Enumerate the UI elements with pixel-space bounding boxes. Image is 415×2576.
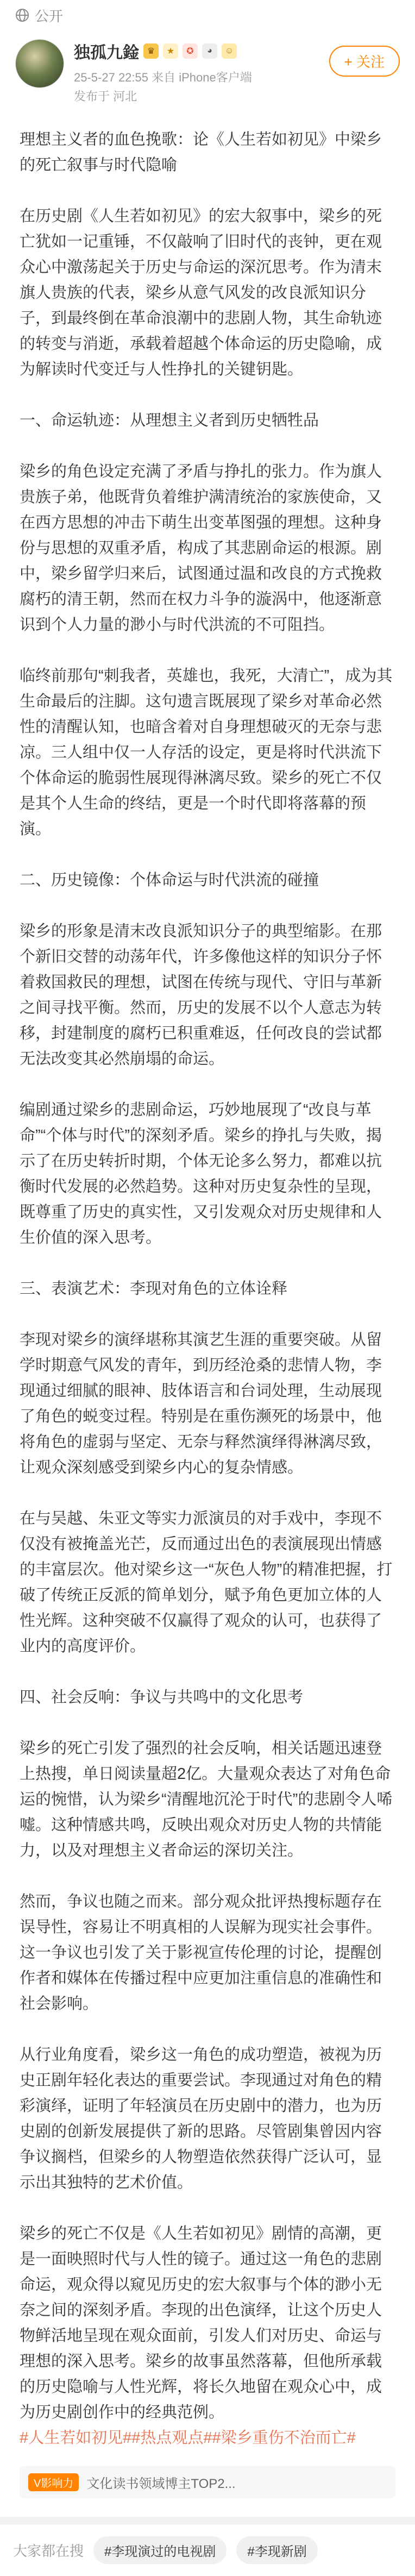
section-heading: 二、历史镜像：个体命运与时代洪流的碰撞 [20, 872, 319, 889]
post-location: 发布于 河北 [74, 90, 137, 103]
recommend-item[interactable]: #李现演过的电视剧 [93, 2536, 227, 2564]
hashtag-link[interactable]: #热点观点# [131, 2429, 212, 2447]
post-paragraph: 梁乡的死亡不仅是《人生若如初见》剧情的高潮，更是一面映照时代与人性的镜子。通过这一角色的悲剧命运，观众得以窥见历史的宏大叙事与个体的渺小无奈之间的深刻矛盾。李现的出色演绎，让这个历史人物鲜活地呈现在观众面前，引发人们对历史、命运与理想的深入思考。梁乡的故事虽然落幕，但他所承载的历史隐喻与人性光辉，将长久地留在观众心中，成为历史剧创作中的经典范例。 [20, 2225, 382, 2421]
post-time: 25-5-27 22:55 [74, 71, 148, 84]
post-paragraph: 梁乡的形象是清末改良派知识分子的典型缩影。在那个新旧交替的动荡年代，许多像他这样的知识分子怀着救国救民的理想，试图在传统与现代、守旧与革新之间寻找平衡。然而，历史的发展不以个人意志为转移，封建制度的腐朽已积重难返，任何改良的尝试都无法改变其必然崩塌的命运。 [20, 923, 382, 1068]
username[interactable]: 独孤九鍂 [74, 44, 139, 62]
recommend-item[interactable]: #李现新剧 [236, 2536, 317, 2564]
vip-crown-icon[interactable]: ♛ [143, 43, 159, 59]
medal-icon[interactable]: ✪ [183, 43, 198, 59]
post-paragraph: 在历史剧《人生若如初见》的宏大叙事中，梁乡的死亡犹如一记重锤，不仅敲响了旧时代的丧钟，更在观众心中激荡起关于历史与命运的深沉思考。作为清末旗人贵族的代表，梁乡从意气风发的改良派知识分子，到最终倒在革命浪潮中的悲剧人物，其生命轨迹的转变与消逝，承载着超越个体命运的历史隐喻，成为解读时代变迁与人性挣扎的关键钥匙。 [20, 208, 382, 378]
hashtag-link[interactable]: #人生若如初见# [20, 2429, 132, 2447]
section-heading: 一、命运轨迹：从理想主义者到历史牺牲品 [20, 412, 319, 429]
post-paragraph: 梁乡的死亡引发了强烈的社会反响，相关话题迅速登上热搜，单日阅读量超2亿。大量观众表达了对角色命运的惋惜，认为梁乡“清醒地沉沦于时代”的悲剧令人唏嘘。这种情感共鸣，反映出观众对历史人物的共情能力，以及对理想主义者命运的深切关注。 [20, 1740, 393, 1859]
section-heading: 三、表演艺术：李现对角色的立体诠释 [20, 1280, 288, 1298]
hashtag-list [20, 2425, 395, 2451]
post-paragraph: 然而，争议也随之而来。部分观众批评热搜标题存在误导性，容易让不明真相的人误解为现实社会事件。这一争议也引发了关于影视宣传伦理的讨论，提醒创作者和媒体在传播过程中应更加注重信息的准确性和社会影响。 [20, 1893, 382, 2013]
post-paragraph: 在与吴越、朱亚文等实力派演员的对手戏中，李现不仅没有被掩盖光芒，反而通过出色的表演展现出情感的丰富层次。他对梁乡这一“灰色人物”的精准把握，打破了传统正反派的简单划分，赋予角色更加立体的人性光辉。这种突破不仅赢得了观众的认可，也获得了业内的高度评价。 [20, 1510, 393, 1655]
source-card[interactable] [20, 2466, 395, 2498]
recommend-bar [0, 2524, 415, 2576]
panda-icon[interactable]: ◕ [202, 43, 217, 59]
follow-button[interactable]: + 关注 [329, 46, 400, 77]
post-paragraph: 从行业角度看，梁乡这一角色的成功塑造，被视为历史正剧年轻化表达的重要尝试。李现通过对角色的精彩演绎，证明了年轻演员在历史剧中的潜力，也为历史剧的创新发展提供了新的思路。尽管剧集曾因内容争议搁档，但梁乡的人物塑造依然获得广泛认可，显示出其独特的艺术价值。 [20, 2046, 382, 2191]
section-heading: 四、社会反响：争议与共鸣中的文化思考 [20, 1689, 304, 1706]
post-paragraph: 编剧通过梁乡的悲剧命运，巧妙地展现了“改良与革命”“个体与时代”的深刻矛盾。梁乡的挣扎与失败，揭示了在历史转折时期，个体无论多么努力，都难以抗衡时代发展的必然趋势。这种对历史复杂性的呈现，既尊重了历史的真实性，又引发观众对历史规律和人生价值的深入思考。 [20, 1101, 382, 1246]
post-title: 理想主义者的血色挽歌：论《人生若如初见》中梁乡的死亡叙事与时代隐喻 [20, 131, 382, 174]
avatar[interactable] [15, 39, 64, 88]
visibility-bar [0, 0, 415, 30]
level-badge-icon[interactable]: ★ [163, 43, 178, 59]
recommend-title: 大家都在搜 [13, 2543, 84, 2559]
post-device: 来自 iPhone客户端 [152, 71, 252, 84]
source-text: 文化读书领域博主TOP2... [86, 2477, 236, 2491]
hashtag-link[interactable]: #梁乡重伤不治而亡# [212, 2429, 356, 2447]
post-content [0, 109, 415, 2451]
post-paragraph: 梁乡的角色设定充满了矛盾与挣扎的张力。作为旗人贵族子弟，他既背负着维护满清统治的家族使命，又在西方思想的冲击下萌生出变革图强的理想。这种身份与思想的双重矛盾，构成了其悲剧命运的根源。剧中，梁乡留学归来后，试图通过温和改良的方式挽救腐朽的清王朝，然而在权力斗争的漩涡中，他逐渐意识到个人力量的渺小与时代洪流的不可阻挡。 [20, 463, 382, 634]
post-paragraph: 李现对梁乡的演绎堪称其演艺生涯的重要突破。从留学时期意气风发的青年，到历经沧桑的悲情人物，李现通过细腻的眼神、肢体语言和台词处理，生动展现了角色的蜕变过程。特别是在重伤濒死的场景中，他将角色的虚弱与坚定、无奈与释然演绎得淋漓尽致，让观众深刻感受到梁乡内心的复杂情感。 [20, 1331, 382, 1476]
visibility-label: 公开 [35, 8, 64, 24]
post-header [0, 30, 415, 109]
section-divider [0, 2517, 415, 2524]
influence-tag: V影响力 [28, 2473, 79, 2491]
post-paragraph: 临终前那句“刺我者，英雄也，我死，大清亡”，成为其生命最后的注脚。这句遗言既展现了梁乡对革命必然性的清醒认知，也暗含着对自身理想破灭的无奈与悲凉。三人组中仅一人存活的设定，更是将时代洪流下个体命运的脆弱性展现得淋漓尽致。梁乡的死亡不仅是其个人生命的终结，更是一个时代即将落幕的预演。 [20, 667, 393, 838]
smile-face-icon[interactable]: ☺ [222, 43, 237, 59]
globe-icon [15, 8, 29, 22]
